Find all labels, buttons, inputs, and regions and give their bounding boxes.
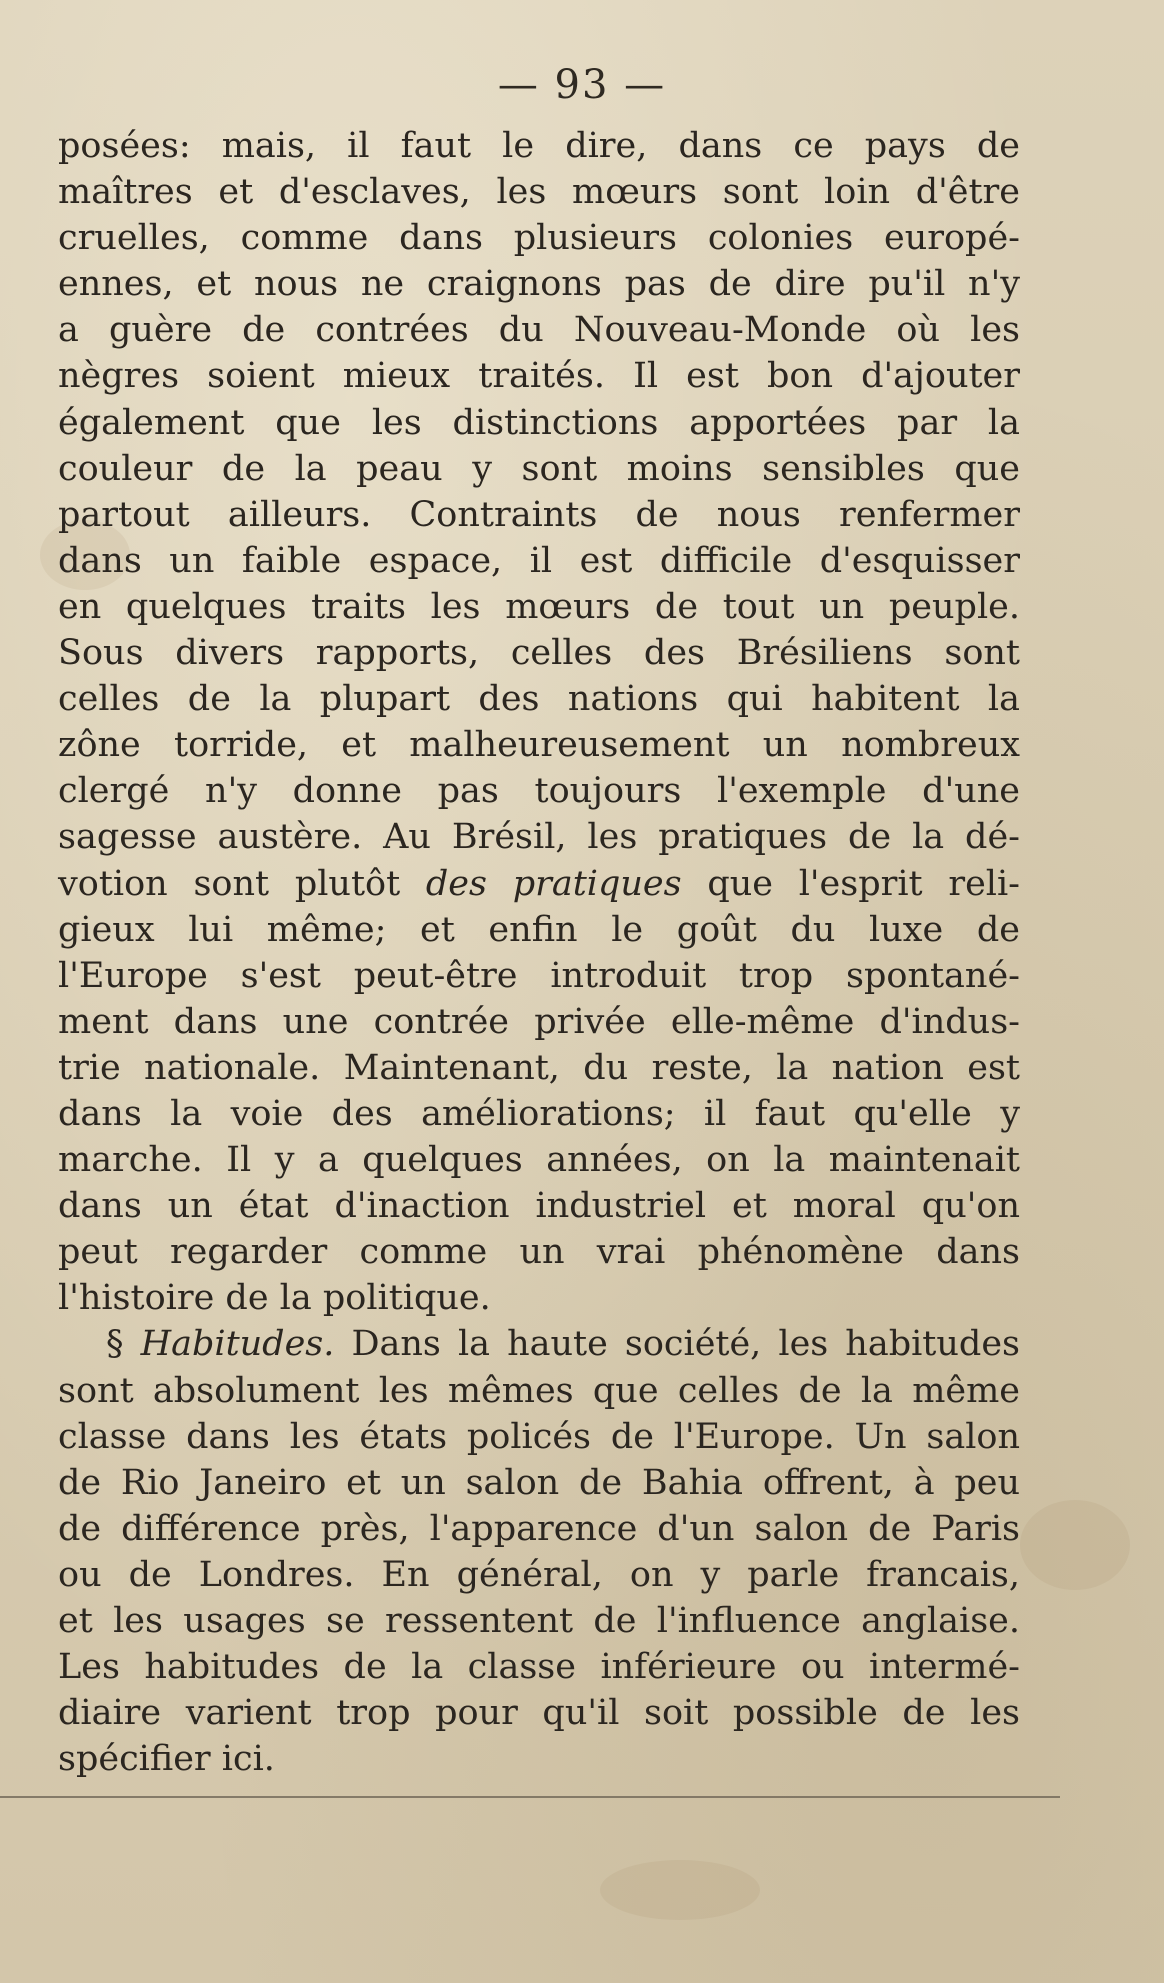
text-segment: zône torride, et malheureusement un nombreux	[58, 725, 1020, 766]
italic-segment: des pratiques	[425, 863, 682, 904]
text-segment: peut regarder comme un vrai phénomène dans	[58, 1232, 1020, 1273]
text-line	[58, 1414, 1020, 1460]
text-line	[58, 1736, 1020, 1782]
text-segment: clergé n'y donne pas toujours l'exemple d'une	[58, 771, 1020, 812]
text-line	[58, 814, 1020, 860]
text-segment: cruelles, comme dans plusieurs colonies europé-	[58, 218, 1020, 259]
text-line	[58, 169, 1020, 215]
text-segment: Sous divers rapports, celles des Brésiliens sont	[58, 633, 1020, 674]
text-segment: couleur de la peau y sont moins sensibles que	[58, 448, 1020, 489]
text-line	[58, 584, 1020, 630]
text-segment: partout ailleurs. Contraints de nous renfermer	[58, 494, 1020, 535]
text-line	[58, 446, 1020, 492]
text-line	[58, 630, 1020, 676]
body-text	[58, 123, 1020, 1782]
text-segment: également que les distinctions apportées par la	[58, 402, 1020, 443]
text-line	[58, 1091, 1020, 1137]
text-segment: votion sont plutôt	[58, 863, 426, 904]
text-line	[58, 261, 1020, 307]
text-segment: marche. Il y a quelques années, on la maintenait	[58, 1140, 1020, 1181]
text-segment: celles de la plupart des nations qui habitent la	[58, 679, 1020, 720]
text-line	[58, 1045, 1020, 1091]
text-segment: classe dans les états policés de l'Europe. Un salon	[58, 1416, 1020, 1457]
text-segment: sagesse austère. Au Brésil, les pratiques de la dé-	[58, 817, 1020, 858]
text-segment: en quelques traits les mœurs de tout un peuple.	[58, 586, 1020, 627]
text-segment: ennes, et nous ne craignons pas de dire pu'il n'y	[58, 264, 1020, 305]
paper-stain	[600, 1860, 760, 1920]
bottom-rule	[0, 1796, 1060, 1798]
text-segment: et les usages se ressentent de l'influence anglaise.	[58, 1601, 1020, 1641]
text-segment: §	[106, 1324, 141, 1365]
text-segment: l'Europe s'est peut-être introduit trop spontané-	[58, 955, 1020, 996]
text-line	[58, 353, 1020, 399]
text-line	[58, 907, 1020, 953]
text-segment: a guère de contrées du Nouveau-Monde où les	[58, 310, 1020, 351]
text-line	[58, 861, 1020, 907]
text-line	[58, 999, 1020, 1045]
text-line	[58, 123, 1020, 169]
text-segment: dans un faible espace, il est difficile d'esquisser	[58, 540, 1020, 581]
text-line	[58, 953, 1020, 999]
text-segment: posées: mais, il faut le dire, dans ce pays de	[58, 126, 1020, 166]
text-segment: dans un état d'inaction industriel et moral qu'on	[58, 1186, 1020, 1227]
text-line	[58, 676, 1020, 722]
text-segment: ment dans une contrée privée elle-même d'indus-	[58, 1001, 1020, 1042]
text-segment: de différence près, l'apparence d'un salon de Paris	[58, 1508, 1020, 1549]
paper-stain	[1020, 1500, 1130, 1590]
text-segment: maîtres et d'esclaves, les mœurs sont loin d'être	[58, 172, 1020, 213]
text-line	[58, 1552, 1020, 1598]
text-segment: Dans la haute société, les habitudes	[334, 1324, 1020, 1365]
text-line	[58, 1598, 1020, 1644]
text-line	[58, 215, 1020, 261]
italic-segment: Habitudes.	[140, 1324, 335, 1365]
text-segment: gieux lui même; et enfin le goût du luxe de	[58, 909, 1020, 950]
text-segment: dans la voie des améliorations; il faut qu'elle y	[58, 1093, 1020, 1134]
text-line	[58, 722, 1020, 768]
text-segment: nègres soient mieux traités. Il est bon d'ajouter	[58, 356, 1020, 397]
text-segment: l'histoire de la politique.	[58, 1278, 491, 1319]
text-line	[58, 1321, 1020, 1367]
text-line	[58, 492, 1020, 538]
page-number: — 93 —	[497, 62, 667, 108]
text-line	[58, 1690, 1020, 1736]
text-line	[58, 1644, 1020, 1690]
text-line	[58, 1183, 1020, 1229]
text-line	[58, 1137, 1020, 1183]
text-segment: trie nationale. Maintenant, du reste, la nation est	[58, 1047, 1020, 1088]
text-line	[58, 1506, 1020, 1552]
text-segment: de Rio Janeiro et un salon de Bahia offrent, à peu	[58, 1462, 1020, 1503]
text-segment: diaire varient trop pour qu'il soit possible de les	[58, 1693, 1020, 1734]
text-line	[58, 768, 1020, 814]
text-line	[58, 1229, 1020, 1275]
text-segment: sont absolument les mêmes que celles de la même	[58, 1370, 1020, 1411]
text-line	[58, 1460, 1020, 1506]
text-line	[58, 1275, 1020, 1321]
text-line	[58, 307, 1020, 353]
text-segment: ou de Londres. En général, on y parle francais,	[58, 1554, 1020, 1595]
text-segment: spécifier ici.	[58, 1739, 275, 1780]
text-line	[58, 538, 1020, 584]
text-line	[58, 400, 1020, 446]
text-segment: Les habitudes de la classe inférieure ou intermé-	[58, 1647, 1020, 1688]
text-line	[58, 1368, 1020, 1414]
text-segment: que l'esprit reli-	[681, 863, 1021, 904]
